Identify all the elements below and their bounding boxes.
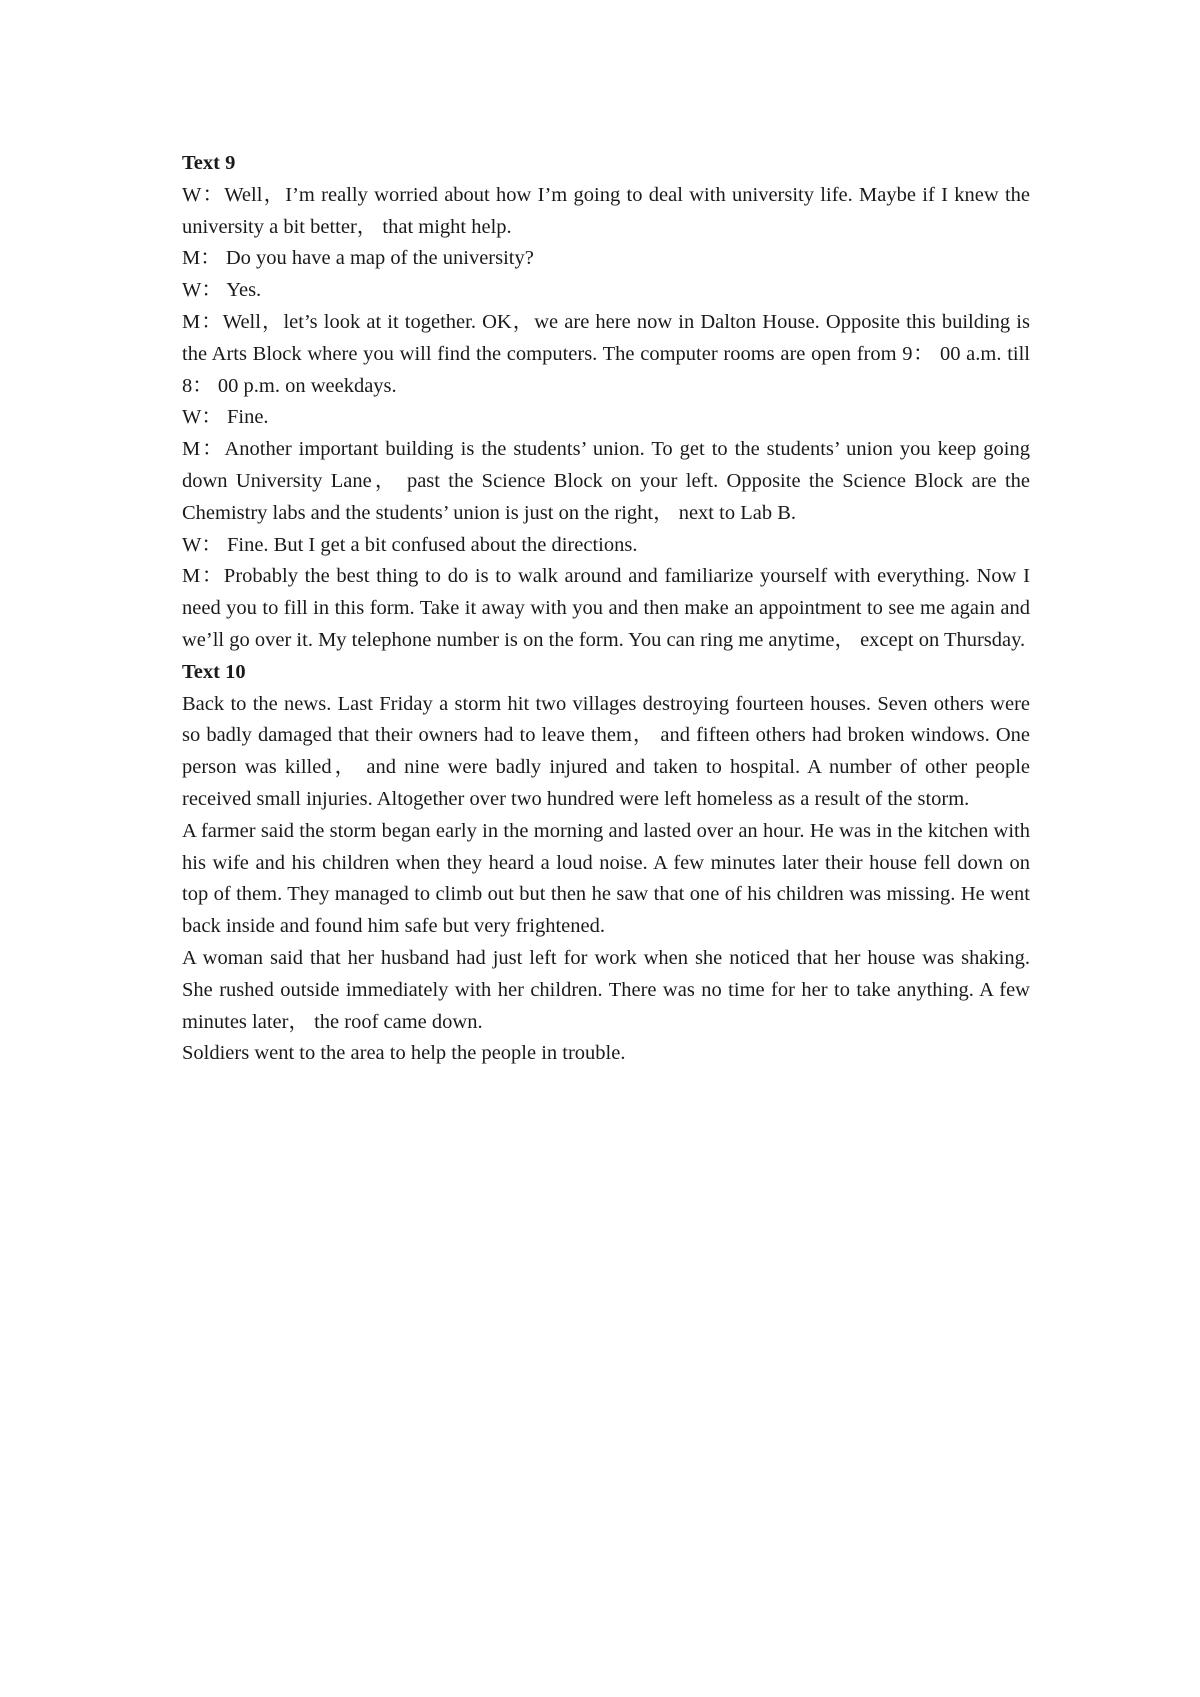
dialogue-line: M：Probably the best thing to do is to walk around and familiarize yourself with everything. Now I need you to fill in this form. Take it away with you and then make an appointment to see me again and we’ll go over it. My telephone number is on the form. You can ring me anytime， except on Thursday. [182, 565, 1030, 651]
dialogue-line: W： Yes. [182, 279, 262, 302]
section-heading-text-10: Text 10 [182, 660, 246, 683]
news-paragraph: A woman said that her husband had just left for work when she noticed that her house was shaking. She rushed outside immediately with her children. There was no time for her to take anything. A few minutes later， the roof came down. [182, 946, 1030, 1033]
dialogue-line: M：Well，let’s look at it together. OK，we are here now in Dalton House. Opposite this building is the Arts Block where you will find the computers. The computer rooms are open from 9： 00 a.m. till 8： 00 p.m. on weekdays. [182, 310, 1030, 397]
news-paragraph: Soldiers went to the area to help the people in trouble. [182, 1042, 626, 1065]
dialogue-line: W： Fine. But I get a bit confused about the directions. [182, 533, 638, 556]
document-page [182, 148, 1030, 1070]
dialogue-line: W：Well，I’m really worried about how I’m going to deal with university life. Maybe if I knew the university a bit better， that might help. [182, 183, 1030, 238]
news-paragraph: A farmer said the storm began early in the morning and lasted over an hour. He was in the kitchen with his wife and his children when they heard a loud noise. A few minutes later their house fell down on top of them. They managed to climb out but then he saw that one of his children was missing. He went back inside and found him safe but very frightened. [182, 819, 1030, 938]
dialogue-line: M： Do you have a map of the university? [182, 247, 534, 270]
section-heading-text-9: Text 9 [182, 152, 236, 174]
news-paragraph: Back to the news. Last Friday a storm hit two villages destroying fourteen houses. Seven others were so badly damaged that their owners had to leave them， and fifteen others had broken windows. One person was killed， and nine were badly injured and taken to hospital. A number of other people received small injuries. Altogether over two hundred were left homeless as a result of the storm. [182, 692, 1030, 810]
dialogue-line: W： Fine. [182, 406, 269, 429]
dialogue-line: M：Another important building is the students’ union. To get to the students’ union you keep going down University Lane， past the Science Block on your left. Opposite the Science Block are the Chemistry labs and the students’ union is just on the right， next to Lab B. [182, 438, 1030, 524]
